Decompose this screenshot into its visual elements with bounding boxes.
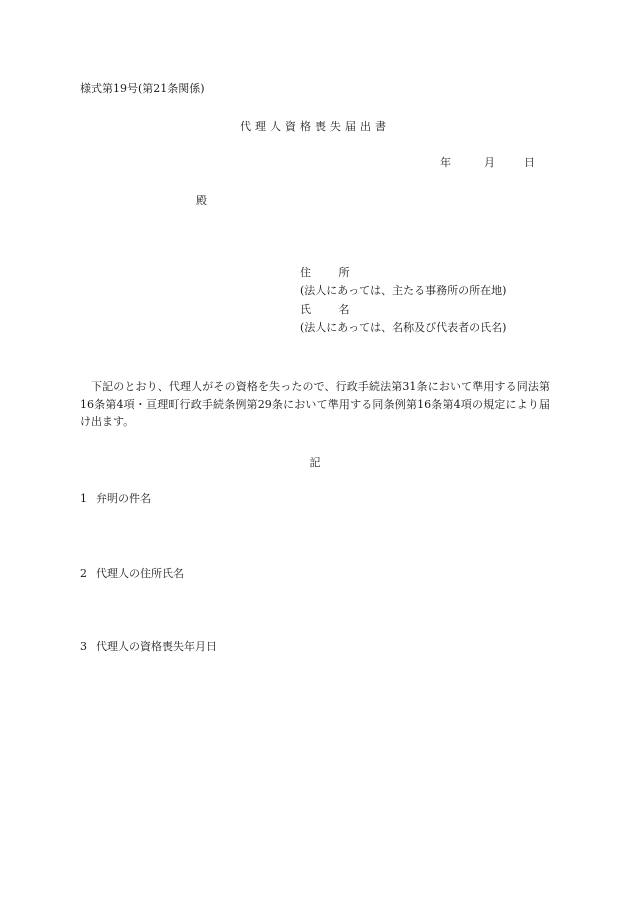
name-label: 氏 名 [300, 302, 362, 316]
item-number: 2 [80, 567, 87, 580]
form-number: 様式第19号(第21条関係) [80, 82, 205, 95]
item-number: 3 [80, 640, 87, 653]
item-label: 弁明の件名 [96, 492, 151, 505]
address-label: 住 所 [300, 266, 362, 279]
address-label-row [300, 266, 506, 280]
address-note: (法人にあっては、主たる事務所の所在地) [300, 284, 507, 298]
document-title: 代理人資格喪失届出書 [240, 120, 390, 133]
date-line [440, 156, 544, 170]
addressee-suffix: 殿 [196, 194, 207, 207]
body-text: 下記のとおり、代理人がその資格を失ったので、行政手続法第31条において準用する同法第16条第4項・亘理町行政手続条例第29条において準用する同条例第16条第4項の規定により届け出ます。 [80, 380, 550, 429]
item-label: 代理人の資格喪失年月日 [96, 640, 217, 653]
date-month-label: 月 [484, 156, 495, 169]
applicant-block [300, 266, 506, 335]
item-3 [80, 640, 217, 654]
item-label: 代理人の住所氏名 [96, 567, 184, 580]
name-note: (法人にあっては、名称及び代表者の氏名) [300, 320, 507, 334]
date-year-label: 年 [440, 156, 451, 169]
name-label-row [300, 303, 506, 317]
item-number: 1 [80, 492, 87, 505]
date-day-label: 日 [524, 156, 535, 169]
item-1 [80, 492, 151, 506]
item-2 [80, 567, 184, 581]
ki-heading: 記 [309, 456, 321, 469]
